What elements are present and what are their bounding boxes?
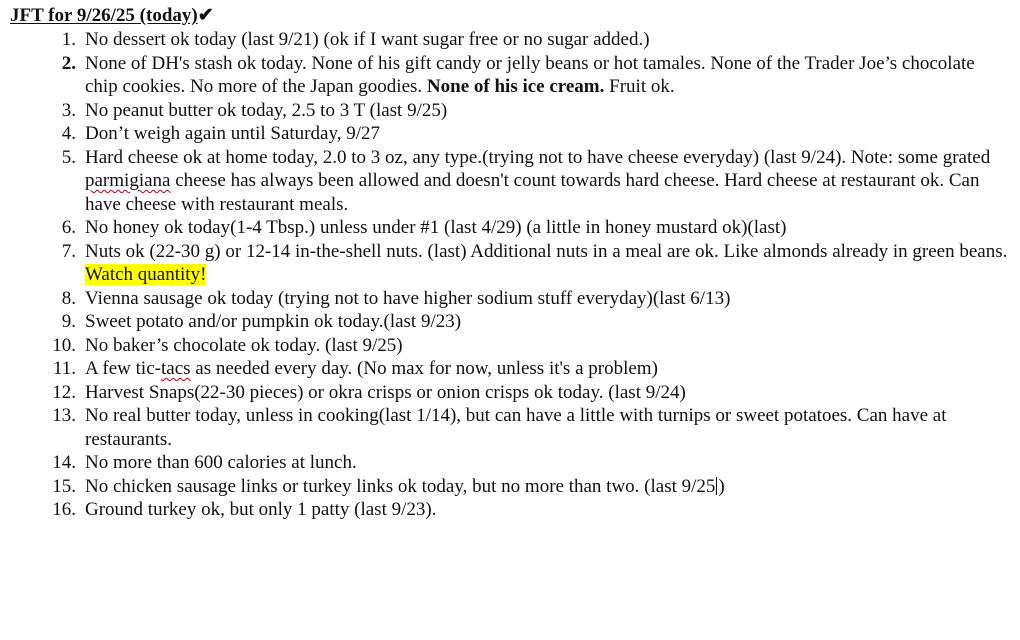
list-item xyxy=(10,451,1010,475)
food-rules-list xyxy=(10,28,1010,522)
list-item xyxy=(10,216,1010,240)
item-text: as needed every day. (No max for now, unless it's a problem) xyxy=(190,358,658,379)
item-text: Harvest Snaps(22-30 pieces) or okra crisps or onion crisps ok today. (last 9/24) xyxy=(85,381,686,403)
list-item xyxy=(10,287,1010,311)
item-number: 16. xyxy=(52,499,76,520)
list-item xyxy=(10,122,1010,146)
item-text: cheese has always been allowed and doesn't count towards hard cheese. Hard cheese at restaurant ok. Can have cheese with restaurant meals. xyxy=(85,170,980,215)
item-text: No more than 600 calories at lunch. xyxy=(85,452,357,473)
item-number: 10. xyxy=(52,334,76,356)
list-item xyxy=(10,498,1010,522)
item-number: 1. xyxy=(61,29,76,50)
item-text: ) xyxy=(718,475,725,497)
list-item xyxy=(10,381,1010,405)
spellcheck-word[interactable]: tacs xyxy=(160,358,191,379)
item-number: 9. xyxy=(61,311,76,332)
item-text: No chicken sausage links or turkey links ok today, but no more than two. (last 9/25 xyxy=(85,475,716,497)
item-number: 5. xyxy=(61,146,76,168)
item-number: 14. xyxy=(52,452,76,473)
item-text: A few tic- xyxy=(85,358,161,379)
item-text: No baker’s chocolate ok today. (last 9/25) xyxy=(85,334,403,356)
item-text: Nuts ok (22-30 g) or 12-14 in-the-shell nuts. (last) Additional nuts in a meal are ok. Like almonds already in green beans. xyxy=(85,240,1008,262)
list-item xyxy=(10,404,1010,451)
item-number: 13. xyxy=(52,405,76,426)
item-text-bold: None of his ice cream. xyxy=(426,76,605,97)
list-item xyxy=(10,28,1010,52)
list-item xyxy=(10,52,1010,99)
item-text: Sweet potato and/or pumpkin ok today.(last 9/23) xyxy=(85,311,462,332)
item-text: No honey ok today(1-4 Tbsp.) unless under #1 (last 4/29) (a little in honey mustard ok)(last) xyxy=(85,217,787,238)
item-number: 6. xyxy=(61,217,76,238)
list-item xyxy=(10,357,1010,381)
checkmark-icon: ✔ xyxy=(197,5,214,26)
list-item xyxy=(10,146,1010,217)
item-text: No peanut butter ok today, 2.5 to 3 T (last 9/25) xyxy=(85,99,448,121)
list-item xyxy=(10,334,1010,358)
list-item xyxy=(10,475,1010,499)
item-text: Vienna sausage ok today (trying not to have higher sodium stuff everyday)(last 6/13) xyxy=(85,287,731,309)
item-number: 2. xyxy=(61,52,76,74)
item-number: 4. xyxy=(61,123,76,144)
list-item xyxy=(10,310,1010,334)
item-number: 7. xyxy=(61,240,76,262)
item-number: 11. xyxy=(52,358,76,379)
item-number: 15. xyxy=(52,475,76,497)
item-text: No real butter today, unless in cooking(last 1/14), but can have a little with turnips or sweet potatoes. Can have at restaurants. xyxy=(85,405,947,450)
item-text: None of DH's stash ok today. None of his gift candy or jelly beans or hot tamales. None of the Trader Joe’s chocolate chip cookies. No more of the Japan goodies. xyxy=(85,52,975,97)
item-text: Ground turkey ok, but only 1 patty (last 9/23). xyxy=(85,499,437,520)
item-text: Don’t weigh again until Saturday, 9/27 xyxy=(85,123,380,144)
list-item xyxy=(10,99,1010,123)
item-text: No dessert ok today (last 9/21) (ok if I want sugar free or no sugar added.) xyxy=(85,29,650,50)
item-text: Fruit ok. xyxy=(604,76,675,97)
item-text: Hard cheese ok at home today, 2.0 to 3 oz, any type.(trying not to have cheese everyday) (last 9/24). Note: some grated xyxy=(85,146,991,168)
list-item xyxy=(10,240,1010,287)
item-number: 8. xyxy=(61,287,76,309)
item-number: 3. xyxy=(61,99,76,121)
item-number: 12. xyxy=(52,381,76,403)
document-title xyxy=(10,4,1010,28)
title-text: JFT for 9/26/25 (today) xyxy=(10,5,198,26)
spellcheck-word[interactable]: parmigiana xyxy=(85,170,171,191)
highlighted-text: Watch quantity! xyxy=(85,264,207,285)
